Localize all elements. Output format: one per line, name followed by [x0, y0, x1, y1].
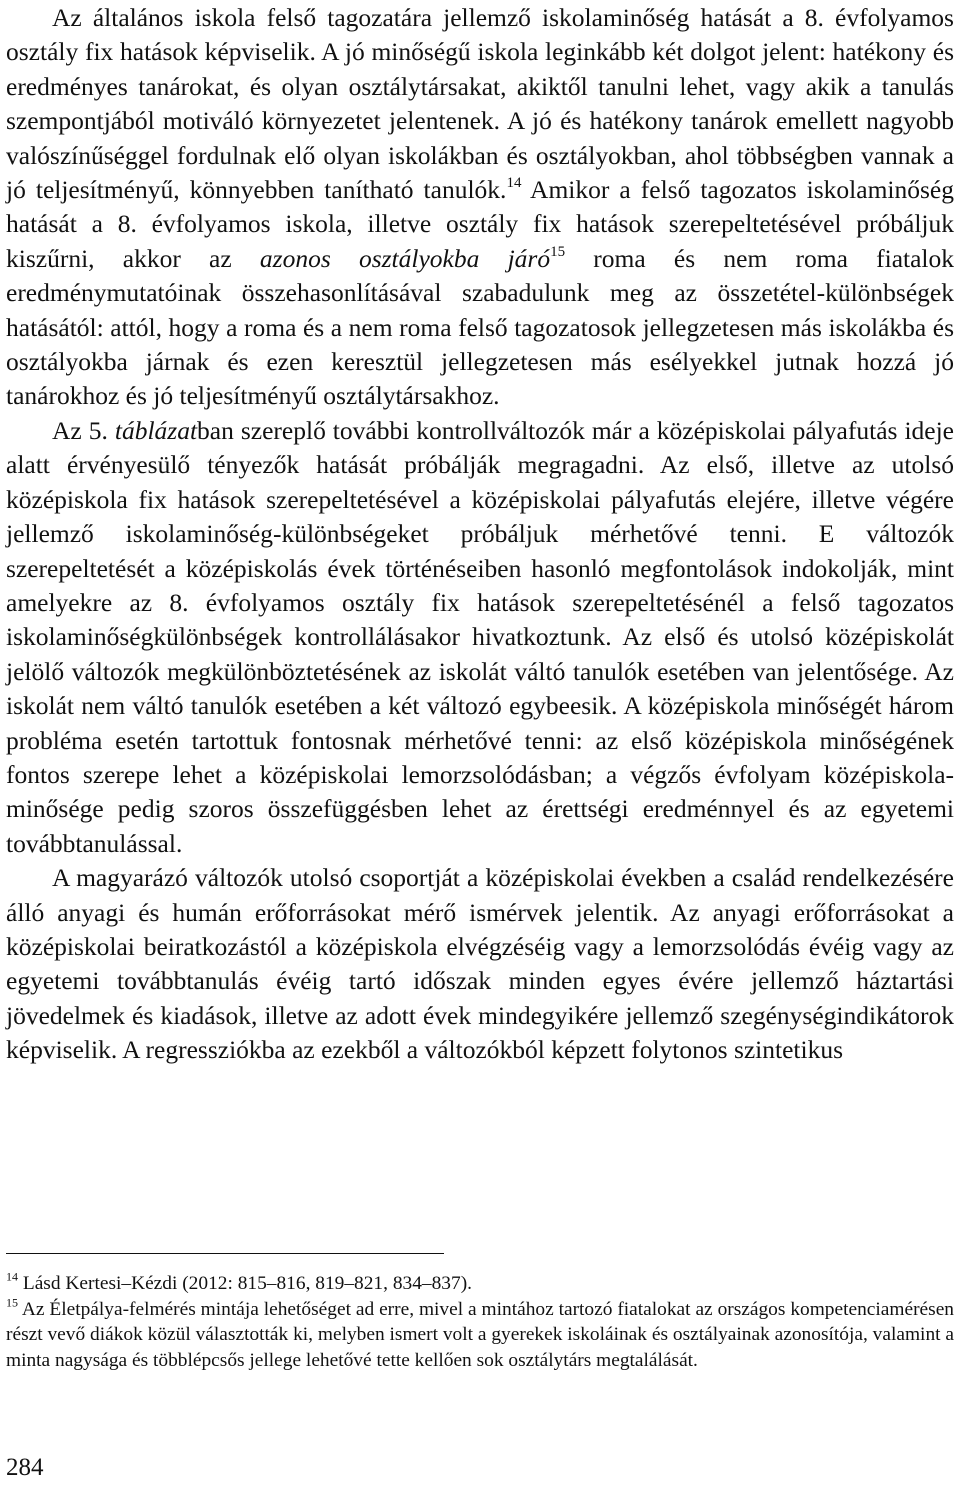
paragraph-2-italic-word: táblázat [114, 415, 198, 445]
footnote-15-number: 15 [6, 1295, 18, 1310]
footnote-15-text: Az Életpálya-felmérés mintája lehetőséget ad erre, mivel a mintához tartozó fiatalokat az országos kompetenciamérésen részt vevő diákok közül választották ki, melyben ismert volt a gyerekek iskoláinak és osztályainak azonosítója, valamint a minta nagysága és többlépcsős jellege lehetővé tette kellően sok osztálytárs megtalálását. [6, 1298, 954, 1371]
footnote-ref-15[interactable]: 15 [550, 243, 566, 260]
paragraph-1-italic-phrase: azonos osztályokba járó [259, 243, 551, 273]
paragraph-2-text-a: Az 5. [52, 415, 115, 445]
footnote-14-number: 14 [6, 1269, 18, 1284]
paragraph-1-text-c: roma és nem roma fiatalok eredménymutatóinak összehasonlításával szabadulunk meg az összetétel-különbségek hatásától: attól, hogy a roma és a nem roma felső tagozatosok jellegzetesen más iskolákba és osztályokba járnak és ezen keresztül jellegzetesen más esélyekkel jutnak hozzá jó tanárokhoz és jó teljesítményű osztálytársakhoz. [6, 243, 954, 411]
page-body [6, 0, 954, 1068]
footnote-15 [6, 1297, 954, 1374]
footnotes [6, 1271, 954, 1373]
footnote-ref-14[interactable]: 14 [506, 174, 522, 191]
paragraph-1 [6, 0, 954, 414]
paragraph-3-text: A magyarázó változók utolsó csoportját a középiskolai években a család rendelkezésére álló anyagi és humán erőforrásokat mérő ismérvek jelentik. Az anyagi erőforrásokat a középiskolai beiratkozástól a középiskola elvégzéséig vagy a lemorzsolódás évéig vagy az egyetemi továbbtanulás évéig tartó időszak minden egyes évére jellemző háztartási jövedelmek és kiadások, illetve az adott évek mindegyikére jellemző szegénységindikátorok képviselik. A regressziókba az ezekből a változókból képzett folytonos szintetikus [6, 863, 954, 1065]
paragraph-2 [6, 414, 954, 861]
footnote-separator [6, 1253, 444, 1254]
footnote-14-text: Lásd Kertesi–Kézdi (2012: 815–816, 819–821, 834–837). [18, 1273, 472, 1294]
page-number: 284 [6, 1454, 44, 1481]
paragraph-2-text-b: ban szereplő további kontrollváltozók már a középiskolai pályafutás ideje alatt érvényesülő tényezők hatását próbálják megragadni. Az első, illetve az utolsó középiskola fix hatások szerepeltetésével a középiskolai pályafutás elejére, illetve végére jellemző iskolaminőség-különbségeket próbáljuk mérhetővé tenni. E változók szerepeltetését a középiskolás évek történéseiben hasonló megfontolások indokolják, mint amelyekre az 8. évfolyamos osztály fix hatások szerepeltetésénél a felső tagozatos iskolaminőségkülönbségek kontrollálásakor hivatkoztunk. Az első és utolsó középiskolát jelölő változók megkülönböztetésének az iskolát váltó tanulók esetében van jelentősége. Az iskolát nem váltó tanulók esetében a két változó egybeesik. A középiskola minőségét három probléma esetén tartottuk fontosnak mérhetővé tenni: az első középiskola minőségének fontos szerepe lehet a középiskolai lemorzsolódásban; a végzős évfolyam középiskola-minősége pedig szoros összefüggésben lehet az érettségi eredménnyel és az egyetemi továbbtanulással. [6, 415, 954, 858]
paragraph-1-text-a: Az általános iskola felső tagozatára jellemző iskolaminőség hatását a 8. évfolyamos osztály fix hatások képviselik. A jó minőségű iskola leginkább két dolgot jelent: hatékony és eredményes tanárokat, és olyan osztálytársakat, akiktől tanulni lehet, vagy akik a tanulás szempontjából motiváló környezetet jelentenek. A jó és hatékony tanárok emellett nagyobb valószínűséggel fordulnak elő olyan iskolákban és osztályokban, ahol többségben vannak a jó teljesítményű, könnyebben tanítható tanulók. [6, 3, 954, 205]
footnote-14 [6, 1271, 954, 1297]
paragraph-1-text-b: Amikor a felső tagozatos iskolaminőség hatását a 8. évfolyamos iskola, illetve osztály fix hatások szerepeltetésével próbáljuk kiszűrni, akkor az [6, 175, 954, 273]
paragraph-3 [6, 861, 954, 1067]
